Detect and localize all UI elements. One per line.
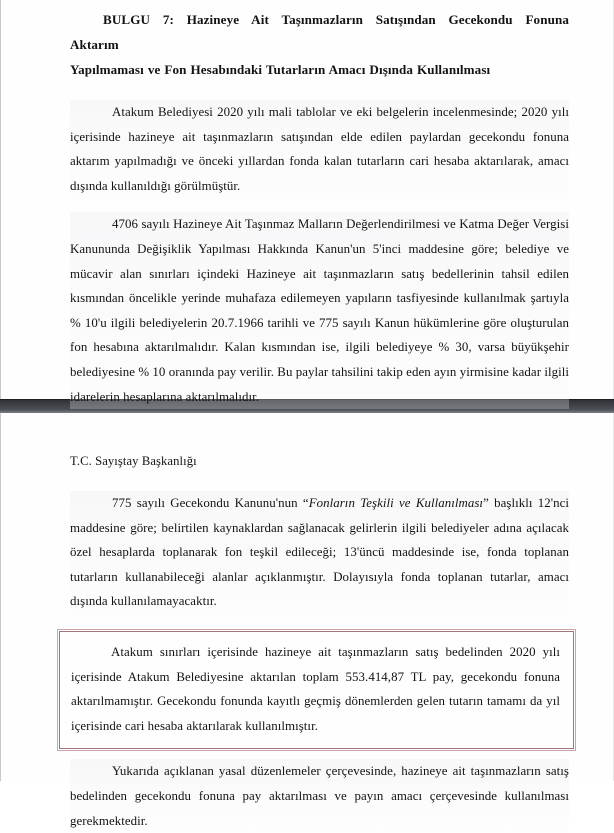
finding-heading-line-2: Yapılmaması ve Fon Hesabındaki Tutarların Amacı Dışında Kullanılması — [70, 62, 491, 77]
paragraph-conclusion: Yukarıda açıklanan yasal düzenlemeler çerçevesinde, hazineye ait taşınmazların satış bedelinden gecekondu fonuna pay aktarılması ve payın amacı çerçevesinde kullanılması gerekmektedir. — [70, 759, 569, 833]
document-page-1 — [0, 0, 614, 404]
paragraph-finding-summary: Atakum Belediyesi 2020 yılı mali tablolar ve eki belgelerin incelenmesinde; 2020 yılı içerisinde hazineye ait taşınmazların satışından elde edilen paylardan gecekondu fonuna aktarım yapılmadığı ve önceki yıllardan fonda kalan tutarların cari hesaba aktarılarak, amacı dışında kullanıldığı görülmüştür. — [70, 100, 569, 198]
finding-heading — [70, 0, 569, 82]
law-article-title-italic: Fonların Teşkili ve Kullanılması — [308, 496, 484, 510]
finding-heading-line-1: BULGU 7: Hazineye Ait Taşınmazların Satışından Gecekondu Fonuna Aktarım — [70, 12, 569, 52]
paragraph-boxed-finding: Atakum sınırları içerisinde hazineye ait taşınmazların satış bedelinden 2020 yılı içerisinde Atakum Belediyesine aktarılan toplam 553.414,87 TL pay, gecekondu fonuna aktarılmamıştır. Gecekondu fonunda kayıtlı geçmiş dönemlerden gelen tutarın tamamı da yıl içerisinde cari hesaba aktarılarak kullanılmıştır. — [71, 644, 560, 733]
spacer — [70, 749, 569, 759]
spacer — [70, 198, 569, 212]
paragraph-gecekondu-law-775 — [70, 491, 569, 614]
law-text-after-italic: ” başlıklı 12'nci maddesine göre; belirtilen kaynaklardan sağlanacak gelirlerin ilgili belediyeler adına açılacak özel hesaplarda toplanarak fon teşkil edileceği; 13'üncü maddesinde ise, fonda toplanan tutarların kullanabileceği alanlar açıklanmıştır. Dolayısıyla fonda toplanan tutarlar, amacı dışında kullanılamayacaktır. — [70, 496, 569, 609]
spacer — [70, 469, 569, 491]
law-text-before-italic: 775 sayılı Gecekondu Kanunu'nun “ — [112, 496, 309, 510]
highlighted-finding-box — [59, 631, 574, 749]
organization-header: T.C. Sayıştay Başkanlığı — [70, 454, 197, 468]
spacer — [70, 82, 569, 100]
document-page-2 — [0, 413, 614, 828]
paragraph-legal-basis-4706: 4706 sayılı Hazineye Ait Taşınmaz Malların Değerlendirilmesi ve Katma Değer Vergisi Kanununda Değişiklik Yapılması Hakkında Kanun'un 5'inci maddesine göre; belediye ve mücavir alan sınırları içindeki Hazineye ait taşınmazların satış bedellerinin tahsil edilen kısmından öncelikle yerinde muhafaza edilemeyen yapıların tasfiyesinde kullanılmak şartıyla % 10'u ilgili belediyelerin 20.7.1966 tarihli ve 775 sayılı Kanun hükümlerine göre oluşturulan fon hesabına aktarılmalıdır. Kalan kısmından ise, ilgili belediyeye % 30, varsa büyükşehir belediyesine % 10 oranında pay verilir. Bu paylar tahsilini takip eden ayın yirmisine kadar ilgili idarelerin hesaplarına aktarılmalıdır. — [70, 212, 569, 409]
